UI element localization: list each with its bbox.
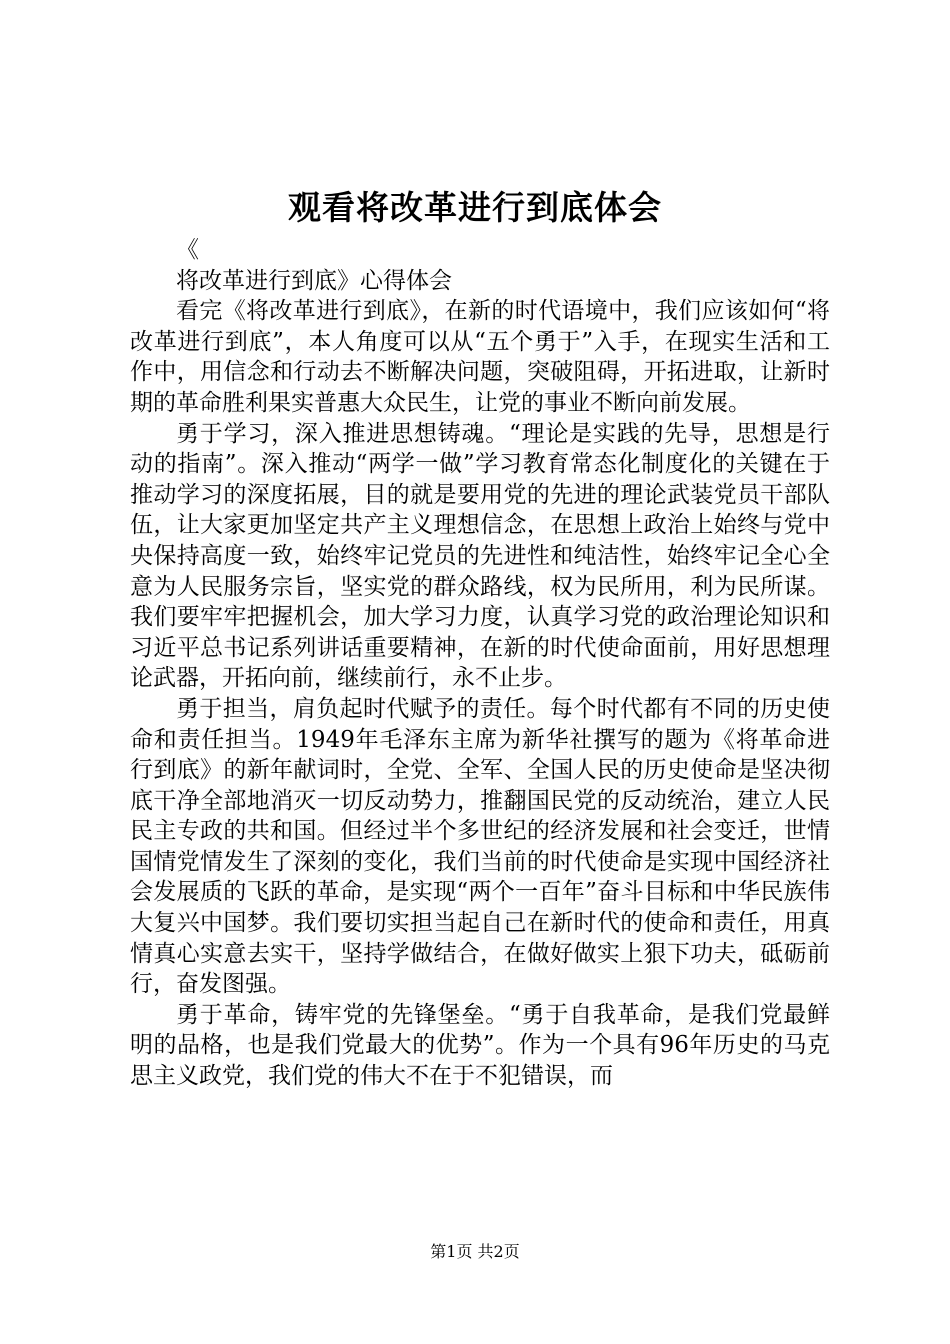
paragraph-2: 将改革进行到底》心得体会	[176, 267, 452, 294]
paragraph-5: 勇于担当，肩负起时代赋予的责任。每个时代都有不同的历史使命和责任担当。1949年毛泽东主席为新华社撰写的题为《将革命进行到底》的新年献词时，全党、全军、全国人民的历史使命是坚决彻底干净全部地消灭一切反动势力，推翻国民党的反动统治，建立人民民主专政的共和国。但经过半个多世纪的经济发展和社会变迁，世情国情党情发生了深刻的变化，我们当前的时代使命是实现中国经济社会发展质的飞跃的革命，是实现“两个一百年”奋斗目标和中华民族伟大复兴中国梦。我们要切实担当起自己在新时代的使命和责任，用真情真心实意去实干，坚持学做结合，在做好做实上狠下功夫，砥砺前行，奋发图强。	[130, 695, 830, 998]
paragraph-4: 勇于学习，深入推进思想铸魂。“理论是实践的先导，思想是行动的指南”。深入推动“两学一做”学习教育常态化制度化的关键在于推动学习的深度拓展，目的就是要用党的先进的理论武装党员干部队伍，让大家更加坚定共产主义理想信念，在思想上政治上始终与党中央保持高度一致，始终牢记党员的先进性和纯洁性，始终牢记全心全意为人民服务宗旨，坚实党的群众路线，权为民所用，利为民所谋。我们要牢牢把握机会，加大学习力度，认真学习党的政治理论知识和习近平总书记系列讲话重要精神，在新的时代使命面前，用好思想理论武器，开拓向前，继续前行，永不止步。	[130, 420, 830, 692]
paragraph-6: 勇于革命，铸牢党的先锋堡垒。“勇于自我革命，是我们党最鲜明的品格，也是我们党最大的优势”。作为一个具有96年历史的马克思主义政党，我们党的伟大不在于不犯错误，而	[130, 1001, 830, 1090]
page-footer: 第1页 共2页	[430, 1242, 520, 1261]
document-body	[130, 235, 830, 1092]
document-title: 观看将改革进行到底体会	[288, 188, 662, 227]
paragraph-1: 《	[176, 237, 199, 263]
paragraph-3: 看完《将改革进行到底》，在新的时代语境中，我们应该如何“将改革进行到底”，本人角度可以从“五个勇于”入手，在现实生活和工作中，用信念和行动去不断解决问题，突破阻碍，开拓进取，让新时期的革命胜利果实普惠大众民生，让党的事业不断向前发展。	[130, 298, 830, 416]
